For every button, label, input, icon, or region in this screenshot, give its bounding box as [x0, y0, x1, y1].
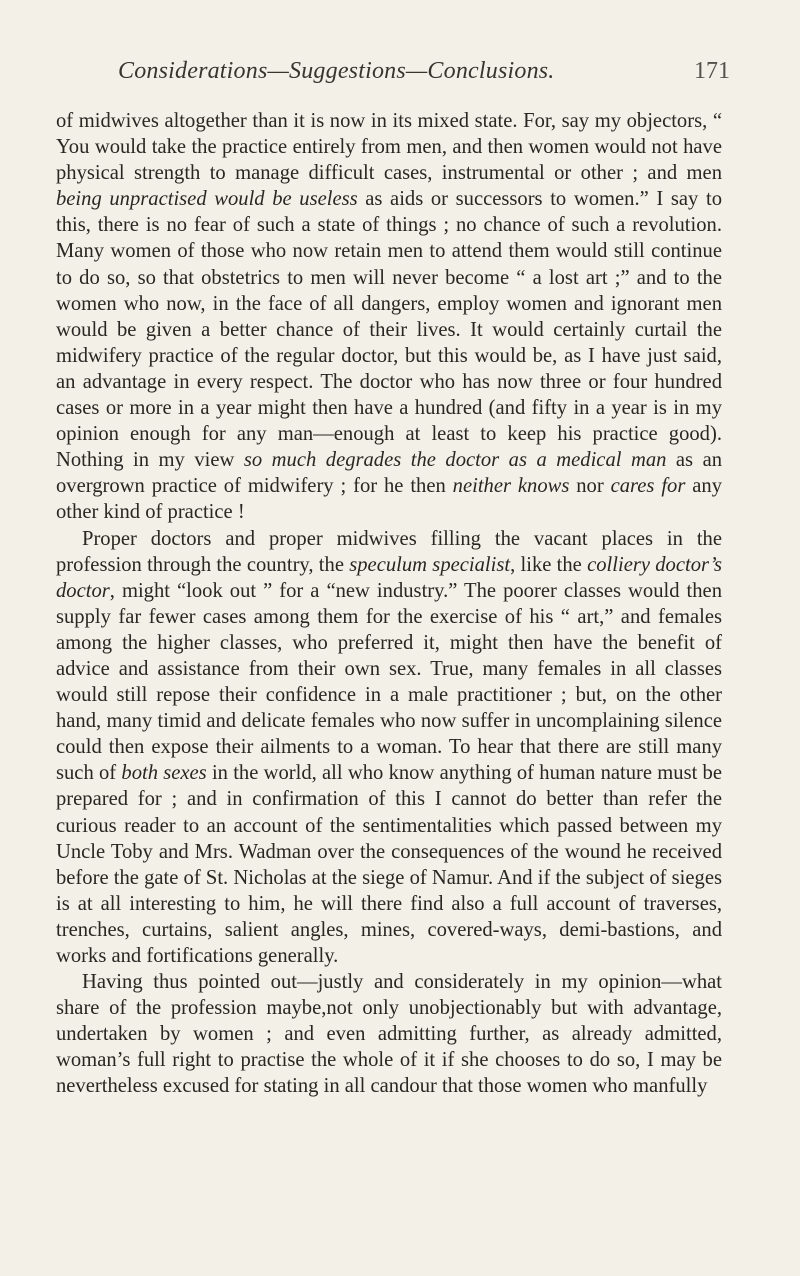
page-number: 171 [694, 58, 730, 84]
paragraph [56, 969, 722, 1099]
text-run: of midwives altogether than it is now in its mixed state. For, say my objectors, “ You would take the practice entirely from men, and then women would not have physical strength to manage difficult cases, instrumental or other ; and men [56, 110, 722, 185]
italic-text: so much degrades the doctor as a medical man [243, 449, 667, 472]
text-run: any other kind of practice ! [56, 475, 722, 524]
text-run: , like the [510, 553, 588, 576]
paragraph [56, 108, 722, 526]
italic-text: neither knows [452, 475, 570, 498]
text-run: in the world, all who know anything of human nature must be prepared for ; and in confirmation of this I cannot do better than refer the curious reader to an account of the sentimentalities which passed between my Uncle Toby and Mrs. Wadman over the consequences of the wound he received before the gate of St. Nicholas at the siege of Namur. And if the subject of sieges is at all interesting to him, he will there find also a full account of traverses, trenches, curtains, salient angles, mines, covered-ways, demi-bastions, and works and fortifications generally. [56, 762, 722, 967]
italic-text: both sexes [121, 762, 207, 785]
text-run: nor [569, 475, 611, 498]
text-run: Proper doctors and proper midwives filling the vacant places in the profession through the country, the [56, 527, 722, 576]
text-run: , might “look out ” for a “new industry.” The poorer classes would then supply far fewer cases among them for the exercise of his “ art,” and females among the higher classes, who preferred it, might then have the benefit of advice and assistance from their own sex. True, many females in all classes would still repose their confidence in a male practitioner ; but, on the other hand, many timid and delicate females who now suffer in uncomplaining silence could then expose their ailments to a woman. To hear that there are still many such of [56, 579, 722, 785]
paragraph [56, 526, 722, 970]
text-run: as an overgrown practice of midwifery ; for he then [56, 449, 723, 498]
running-title: Considerations—Suggestions—Conclusions. [118, 58, 555, 84]
italic-text: cares for [610, 475, 686, 498]
italic-text: being unpractised would be useless [56, 188, 358, 211]
text-run: Having thus pointed out—justly and considerately in my opinion—what share of the profession maybe,not only unobjectionably but with advantage, undertaken by women ; and even admitting further, as already admitted, woman’s full right to practise the whole of it if she chooses to do so, I may be nevertheless excused for stating in all candour that those women who manfully [56, 971, 722, 1098]
running-header [56, 58, 730, 90]
italic-text: colliery doctor’s doctor [56, 553, 723, 602]
text-run: as aids or successors to women.” I say to this, there is no fear of such a state of things ; no chance of such a revolution. Many women of those who now retain men to attend them would still continue to do so, so that obstetrics to men will never become “ a lost art ;” and to the women who now, in the face of all dangers, employ women and ignorant men would be given a better chance of their lives. It would certainly curtail the midwifery practice of the regular doctor, but this would be, as I have just said, an advantage in every respect. The doctor who has now three or four hundred cases or more in a year might then have a hundred (and fifty in a year is in my opinion enough for any man—enough at least to keep his practice good). Nothing in my view [56, 188, 722, 472]
body-text [56, 108, 722, 1100]
italic-text: speculum specialist [349, 553, 511, 576]
